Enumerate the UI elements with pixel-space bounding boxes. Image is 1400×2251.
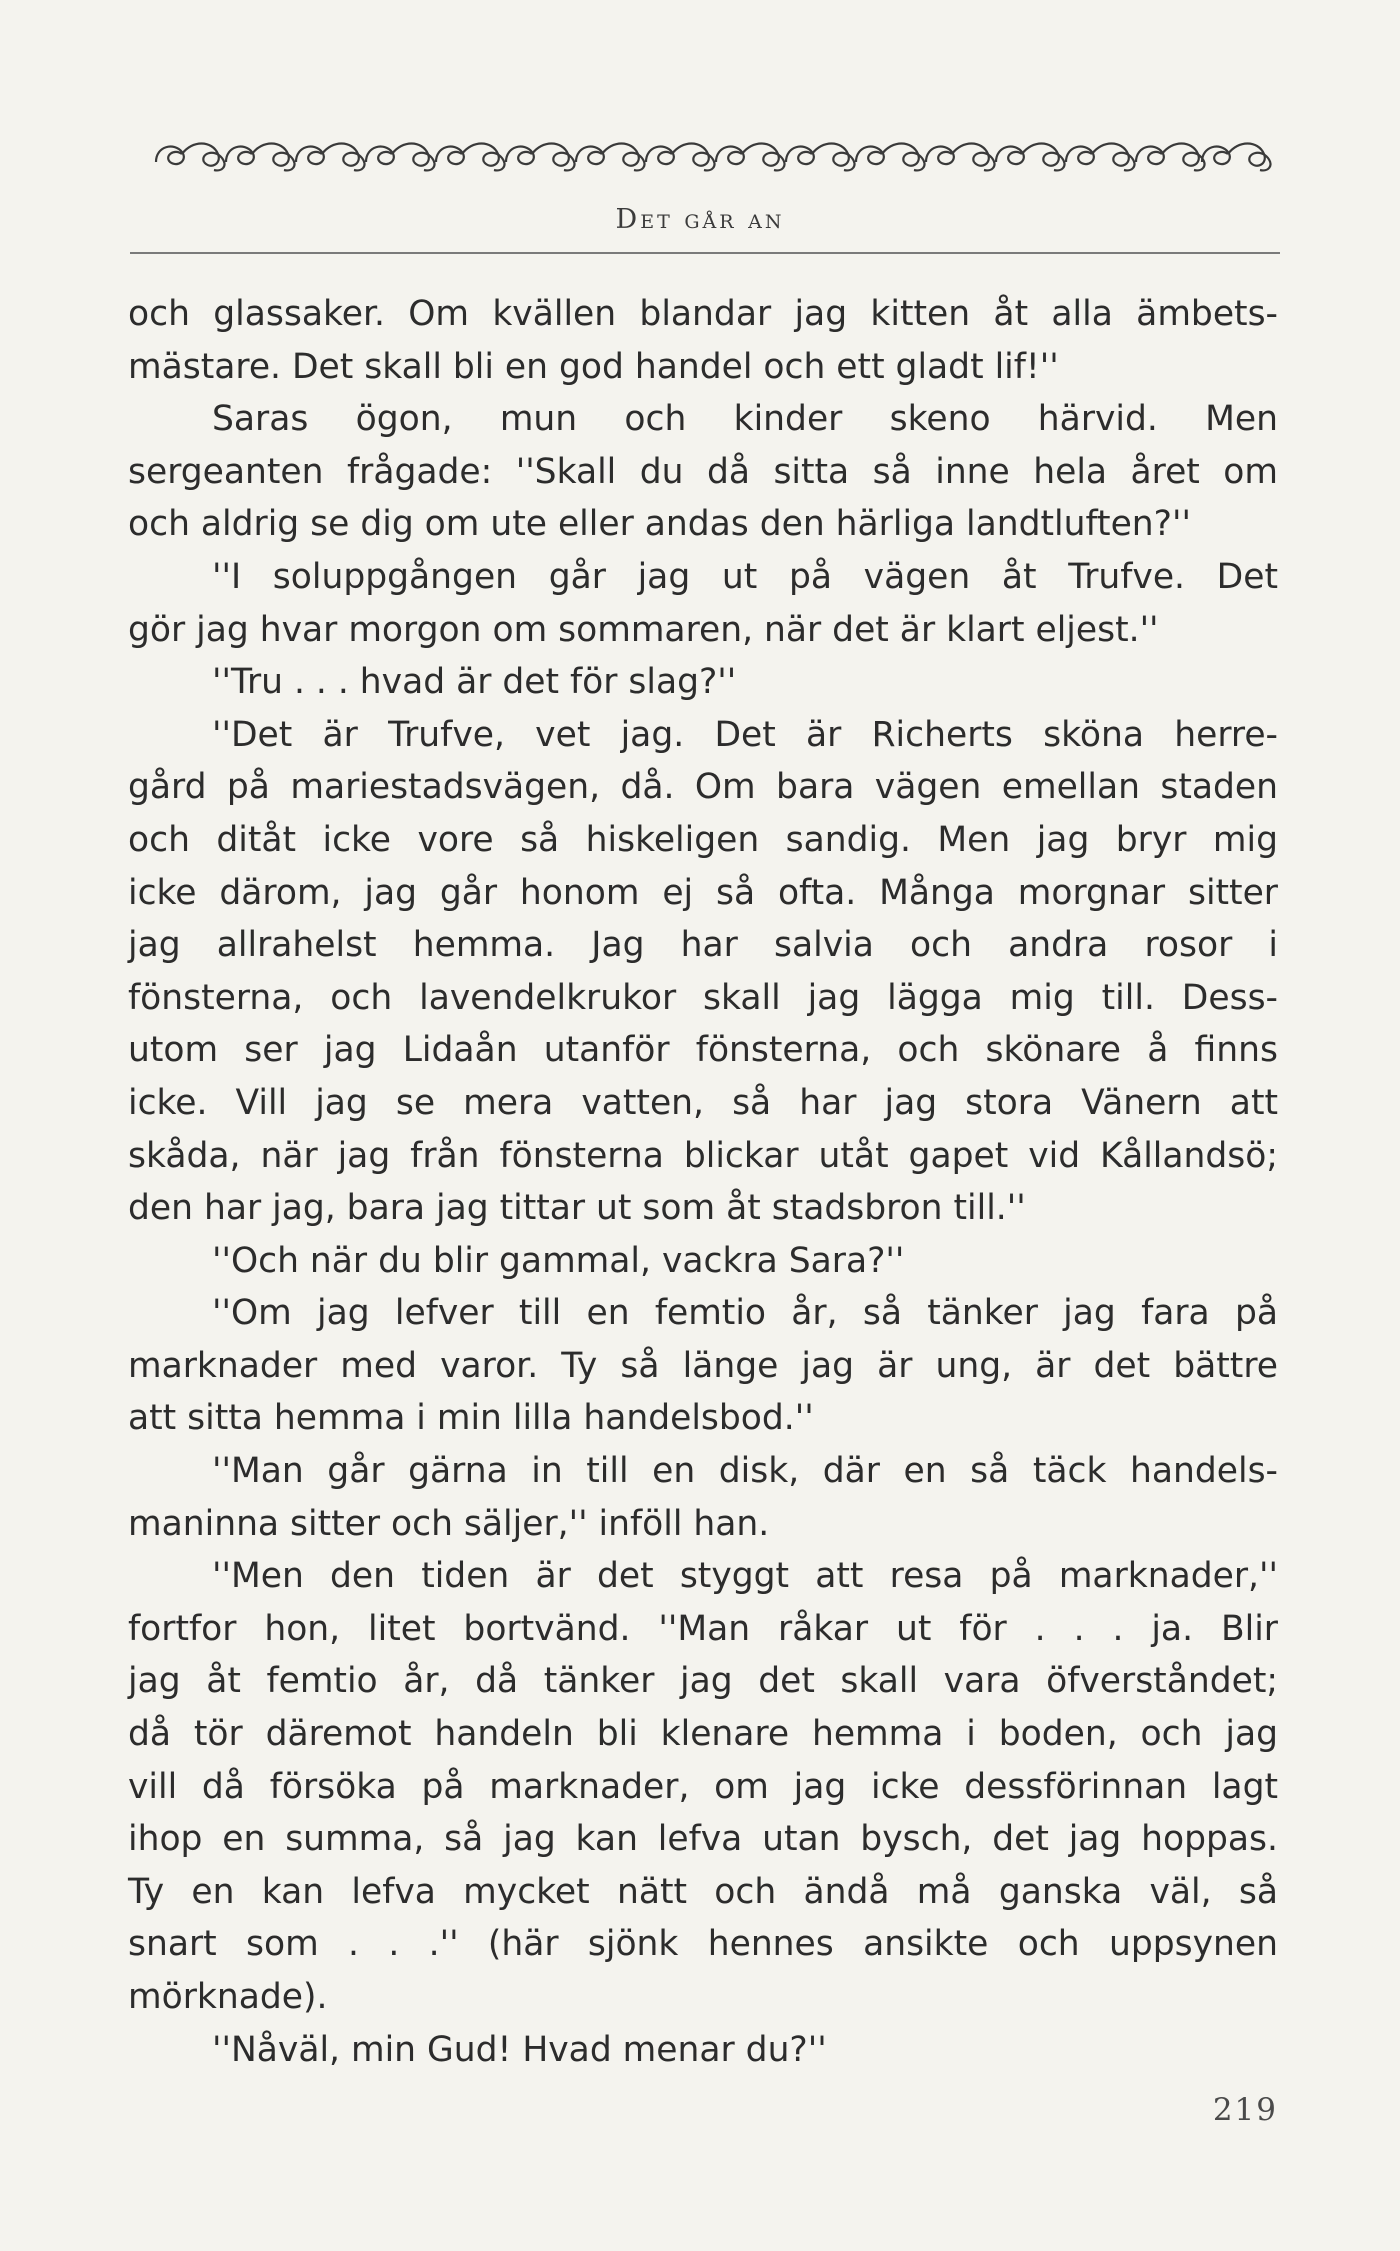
text-line: icke. Vill jag se mera vatten, så har jag stora Vänern att (128, 1082, 1278, 1123)
text-line: Ty en kan lefva mycket nätt och ändå må ganska väl, så (128, 1871, 1278, 1912)
text-line: och ditåt icke vore så hiskeligen sandig. Men jag bryr mig (128, 819, 1278, 860)
text-line: jag allrahelst hemma. Jag har salvia och andra rosor i (128, 925, 1278, 966)
text-line: Saras ögon, mun och kinder skeno härvid. Men (212, 399, 1278, 440)
text-line: fönsterna, och lavendelkrukor skall jag lägga mig till. Dess- (128, 977, 1278, 1018)
text-line: och aldrig se dig om ute eller andas den härliga landtluften?'' (128, 504, 1191, 545)
text-line: gård på mariestadsvägen, då. Om bara vägen emellan staden (128, 767, 1278, 808)
text-line: fortfor hon, litet bortvänd. ''Man råkar ut för . . . ja. Blir (128, 1608, 1278, 1649)
text-line: och glassaker. Om kvällen blandar jag kitten åt alla ämbets- (128, 294, 1278, 334)
page-number: 219 (1212, 2092, 1278, 2128)
text-line: snart som . . .'' (här sjönk hennes ansikte och uppsynen (128, 1924, 1278, 1965)
text-line: ''Man går gärna in till en disk, där en så täck handels- (212, 1451, 1278, 1492)
text-line: utom ser jag Lidaån utanför fönsterna, och skönare å finns (128, 1030, 1278, 1071)
text-line: ''Om jag lefver till en femtio år, så tänker jag fara på (212, 1293, 1278, 1334)
text-line: ''Och när du blir gammal, vackra Sara?'' (212, 1240, 905, 1281)
body-text (128, 288, 1278, 2076)
text-line: maninna sitter och säljer,'' inföll han. (128, 1503, 770, 1544)
text-line: mörknade). (128, 1977, 328, 2017)
text-line: då tör däremot handeln bli klenare hemma i boden, och jag (128, 1714, 1278, 1755)
text-line: jag åt femtio år, då tänker jag det skall vara öfverståndet; (128, 1661, 1278, 1702)
text-line: marknader med varor. Ty så länge jag är ung, är det bättre (128, 1345, 1278, 1386)
text-line: ''Det är Trufve, vet jag. Det är Richerts sköna herre- (212, 714, 1278, 755)
text-line: att sitta hemma i min lilla handelsbod.'' (128, 1398, 814, 1439)
header-rule (130, 252, 1280, 254)
scroll-ornament-icon (152, 132, 1272, 176)
text-line: mästare. Det skall bli en god handel och ett gladt lif!'' (128, 346, 1059, 387)
text-line: icke därom, jag går honom ej så ofta. Många morgnar sitter (128, 872, 1278, 913)
text-line: ''I soluppgången går jag ut på vägen åt Trufve. Det (212, 556, 1278, 597)
text-line: ''Nåväl, min Gud! Hvad menar du?'' (212, 2029, 827, 2070)
running-header: Det går an (615, 204, 785, 235)
text-line: vill då försöka på marknader, om jag icke dessförinnan lagt (128, 1766, 1278, 1807)
text-line: sergeanten frågade: ''Skall du då sitta så inne hela året om (128, 451, 1278, 492)
text-line: ''Tru . . . hvad är det för slag?'' (212, 662, 737, 703)
text-line: ''Men den tiden är det styggt att resa på marknader,'' (212, 1556, 1278, 1597)
text-line: ihop en summa, så jag kan lefva utan bysch, det jag hoppas. (128, 1819, 1278, 1860)
text-line: gör jag hvar morgon om sommaren, när det är klart eljest.'' (128, 609, 1159, 650)
text-line: den har jag, bara jag tittar ut som åt stadsbron till.'' (128, 1188, 1026, 1229)
text-line: skåda, när jag från fönsterna blickar utåt gapet vid Kållandsö; (128, 1135, 1278, 1176)
